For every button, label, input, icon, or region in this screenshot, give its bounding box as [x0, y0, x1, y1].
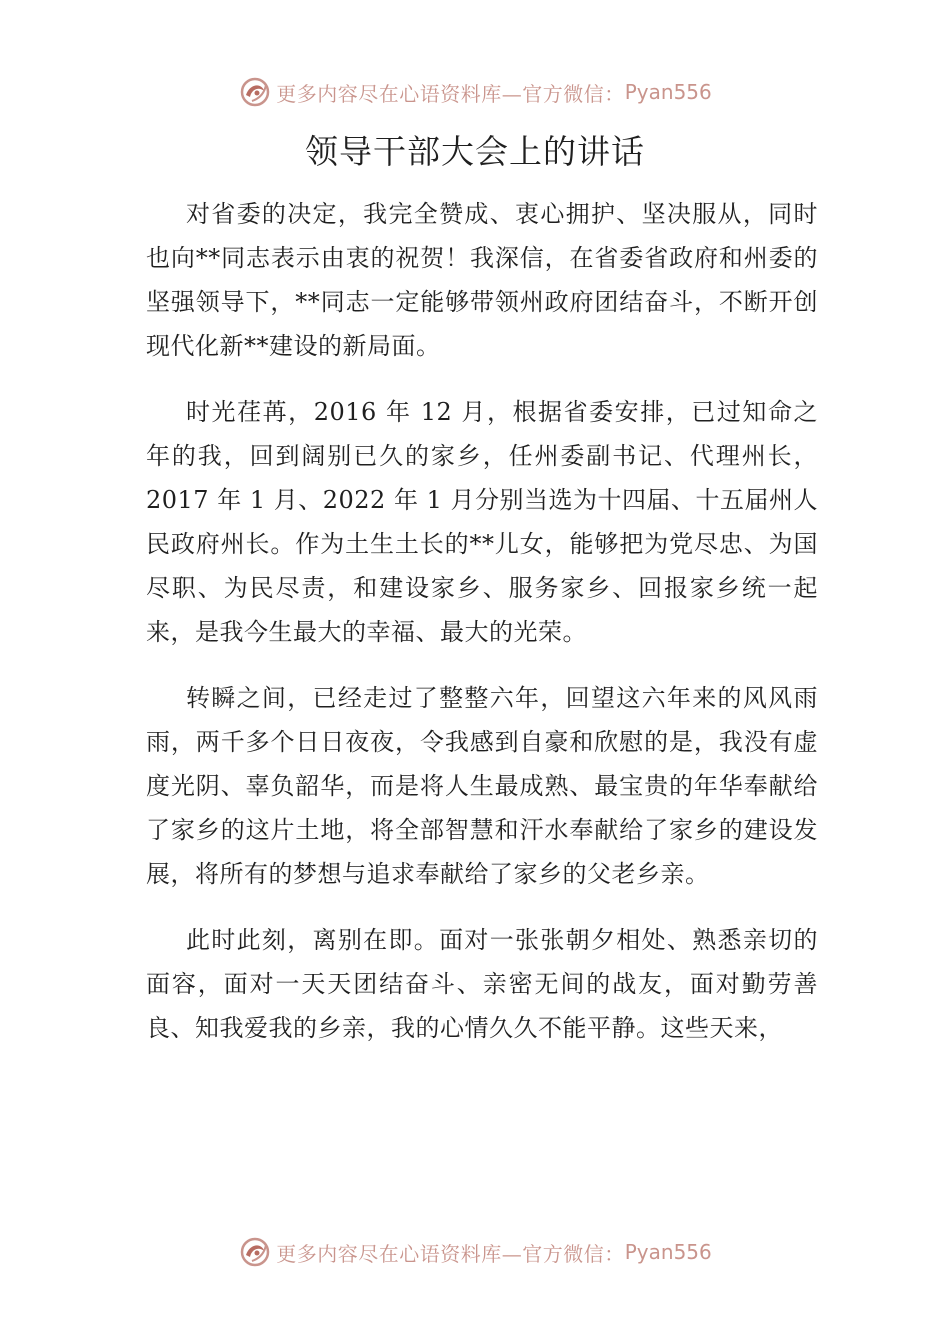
banner-text: 更多内容尽在心语资料库—官方微信： — [276, 1241, 625, 1266]
document-title: 领导干部大会上的讲话 — [305, 132, 645, 171]
footer-watermark-banner — [0, 1232, 950, 1272]
header-watermark-banner — [0, 72, 950, 112]
banner-wechat-id: Pyan556 — [624, 1240, 712, 1264]
swirl-logo-icon — [238, 1235, 272, 1269]
swirl-logo-icon — [238, 75, 272, 109]
banner-wechat-id: Pyan556 — [624, 80, 712, 104]
paragraph: 对省委的决定，我完全赞成、衷心拥护、坚决服从，同时也向**同志表示由衷的祝贺！我深信，在省委省政府和州委的坚强领导下，**同志一定能够带领州政府团结奋斗，不断开创现代化新**建设的新局面。 — [146, 200, 818, 360]
paragraph: 此时此刻，离别在即。面对一张张朝夕相处、熟悉亲切的面容，面对一天天团结奋斗、亲密无间的战友，面对勤劳善良、知我爱我的乡亲，我的心情久久不能平静。这些天来， — [146, 926, 818, 1042]
paragraph: 时光荏苒，2016 年 12 月，根据省委安排，已过知命之年的我，回到阔别已久的家乡，任州委副书记、代理州长，2017 年 1 月、2022 年 1 月分别当选为十四届、十五届州人民政府州长。作为土生土长的**儿女，能够把为党尽忠、为国尽职、为民尽责，和建设家乡、服务家乡、回报家乡统一起来，是我今生最大的幸福、最大的光荣。 — [146, 398, 818, 646]
document-body — [146, 192, 818, 1072]
banner-text: 更多内容尽在心语资料库—官方微信： — [276, 81, 625, 106]
paragraph: 转瞬之间，已经走过了整整六年，回望这六年来的风风雨雨，两千多个日日夜夜，令我感到自豪和欣慰的是，我没有虚度光阴、辜负韶华，而是将人生最成熟、最宝贵的年华奉献给了家乡的这片土地，将全部智慧和汗水奉献给了家乡的建设发展，将所有的梦想与追求奉献给了家乡的父老乡亲。 — [146, 684, 818, 888]
